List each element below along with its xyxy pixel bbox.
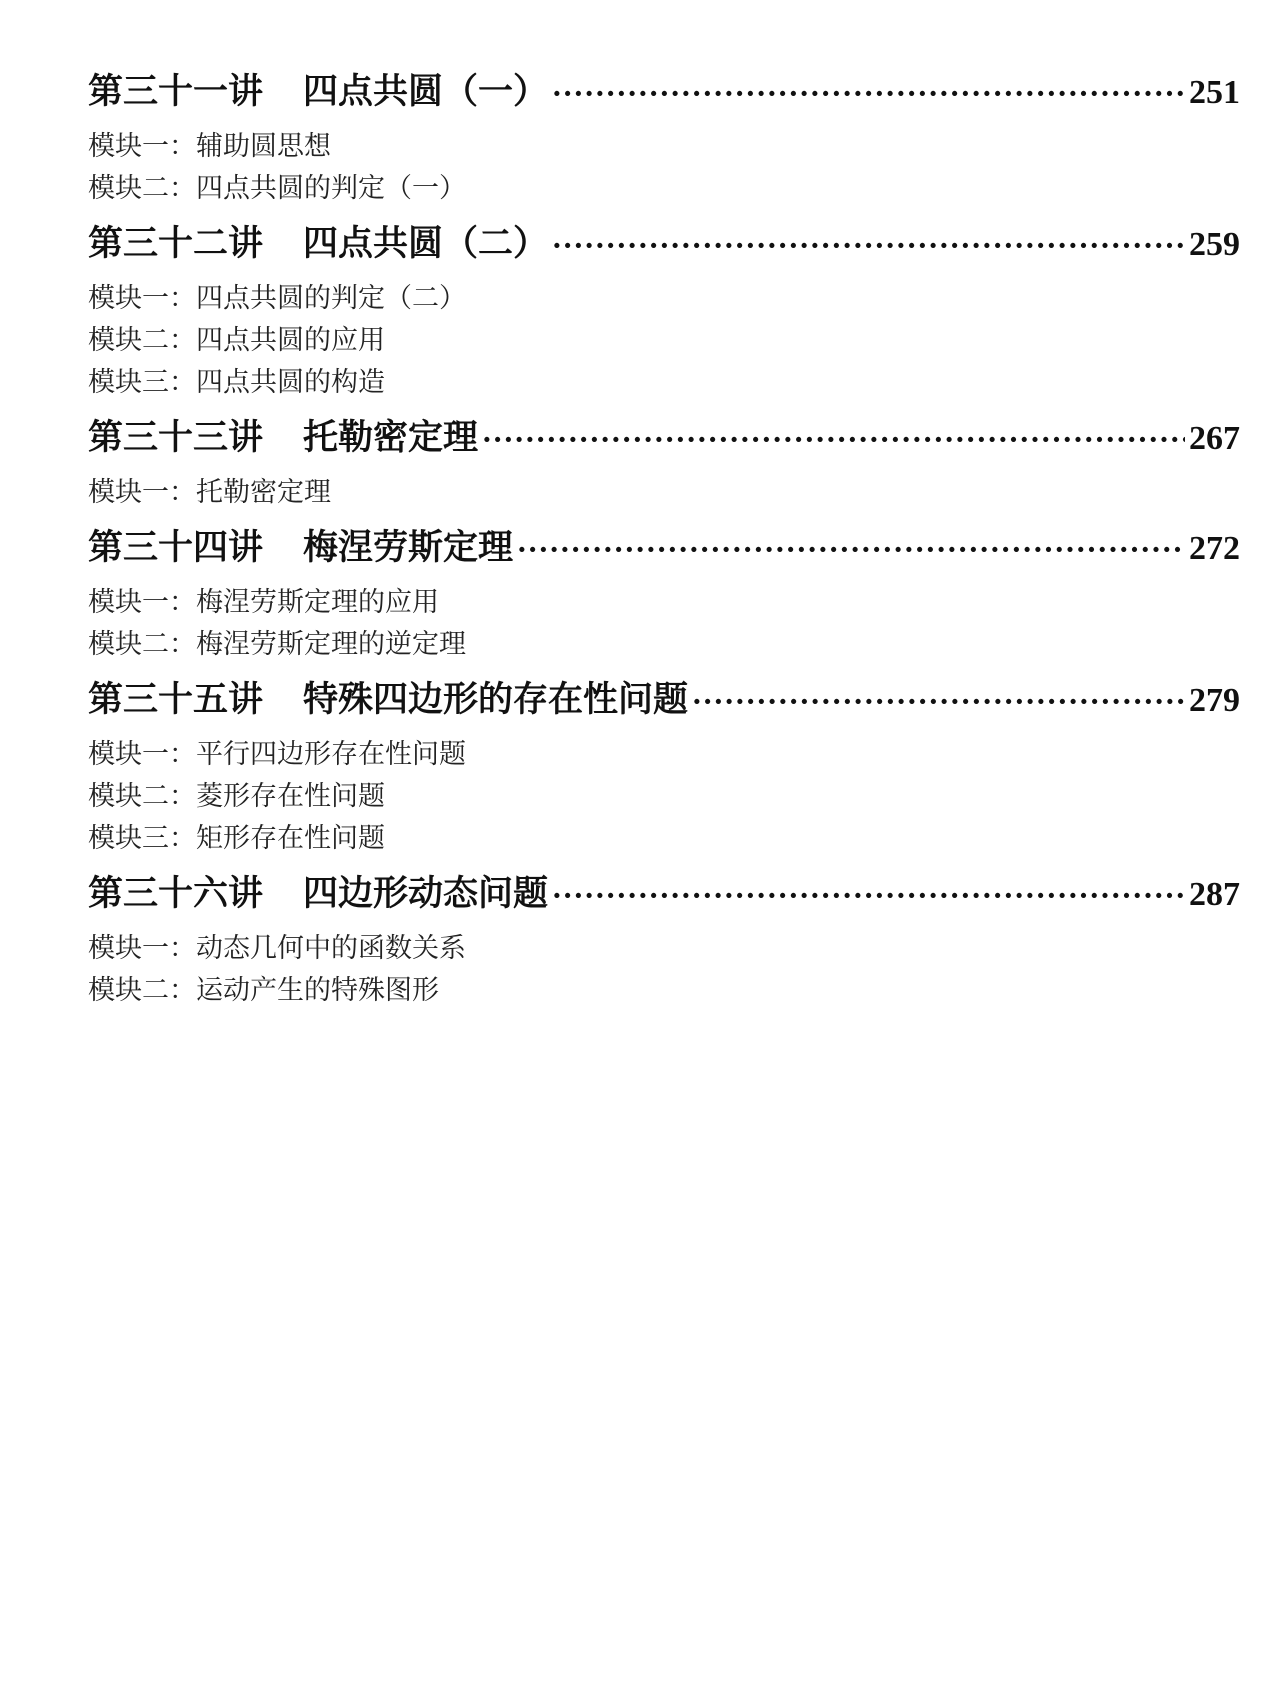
module-item: 模块一：托勒密定理 bbox=[88, 477, 331, 508]
lecture-title: 四点共圆（一） bbox=[303, 71, 549, 112]
lecture-entry bbox=[88, 64, 1240, 210]
dot-leader bbox=[517, 522, 1185, 578]
dot-leader bbox=[692, 674, 1185, 730]
module-item: 模块二：菱形存在性问题 bbox=[88, 781, 385, 812]
lecture-number: 第三十三讲 bbox=[88, 417, 264, 458]
lecture-title: 四点共圆（二） bbox=[303, 223, 549, 264]
page-number: 251 bbox=[1189, 74, 1240, 111]
page-number: 287 bbox=[1189, 876, 1240, 913]
module-item: 模块一：四点共圆的判定（二） bbox=[88, 283, 466, 314]
module-list bbox=[88, 278, 1240, 404]
module-item: 模块二：运动产生的特殊图形 bbox=[88, 975, 439, 1006]
lecture-heading bbox=[88, 64, 1240, 120]
lecture-entry bbox=[88, 672, 1240, 860]
module-item: 模块一：动态几何中的函数关系 bbox=[88, 933, 466, 964]
module-list bbox=[88, 126, 1240, 210]
module-item: 模块一：梅涅劳斯定理的应用 bbox=[88, 587, 439, 618]
lecture-title: 四边形动态问题 bbox=[303, 873, 549, 914]
lecture-heading bbox=[88, 216, 1240, 272]
module-item: 模块一：平行四边形存在性问题 bbox=[88, 739, 466, 770]
lecture-number: 第三十六讲 bbox=[88, 873, 264, 914]
module-item: 模块一：辅助圆思想 bbox=[88, 131, 331, 162]
table-of-contents bbox=[88, 64, 1240, 1012]
lecture-entry bbox=[88, 520, 1240, 666]
lecture-heading bbox=[88, 672, 1240, 728]
lecture-entry bbox=[88, 866, 1240, 1012]
dot-leader bbox=[482, 412, 1185, 468]
lecture-number: 第三十五讲 bbox=[88, 679, 264, 720]
lecture-title: 梅涅劳斯定理 bbox=[303, 527, 514, 568]
page-number: 279 bbox=[1189, 682, 1240, 719]
lecture-title: 特殊四边形的存在性问题 bbox=[303, 679, 689, 720]
page-number: 259 bbox=[1189, 226, 1240, 263]
lecture-heading bbox=[88, 410, 1240, 466]
module-list bbox=[88, 734, 1240, 860]
module-item: 模块二：四点共圆的应用 bbox=[88, 325, 385, 356]
page-number: 272 bbox=[1189, 530, 1240, 567]
module-item: 模块二：四点共圆的判定（一） bbox=[88, 173, 466, 204]
module-item: 模块三：矩形存在性问题 bbox=[88, 823, 385, 854]
module-item: 模块二：梅涅劳斯定理的逆定理 bbox=[88, 629, 466, 660]
lecture-number: 第三十一讲 bbox=[88, 71, 264, 112]
module-list bbox=[88, 582, 1240, 666]
module-item: 模块三：四点共圆的构造 bbox=[88, 367, 385, 398]
lecture-entry bbox=[88, 410, 1240, 514]
module-list bbox=[88, 928, 1240, 1012]
lecture-number: 第三十四讲 bbox=[88, 527, 264, 568]
dot-leader bbox=[552, 218, 1185, 274]
dot-leader bbox=[552, 868, 1185, 924]
page-number: 267 bbox=[1189, 420, 1240, 457]
lecture-heading bbox=[88, 520, 1240, 576]
lecture-number: 第三十二讲 bbox=[88, 223, 264, 264]
lecture-heading bbox=[88, 866, 1240, 922]
dot-leader bbox=[552, 66, 1185, 122]
lecture-entry bbox=[88, 216, 1240, 404]
lecture-title: 托勒密定理 bbox=[303, 417, 479, 458]
module-list bbox=[88, 472, 1240, 514]
